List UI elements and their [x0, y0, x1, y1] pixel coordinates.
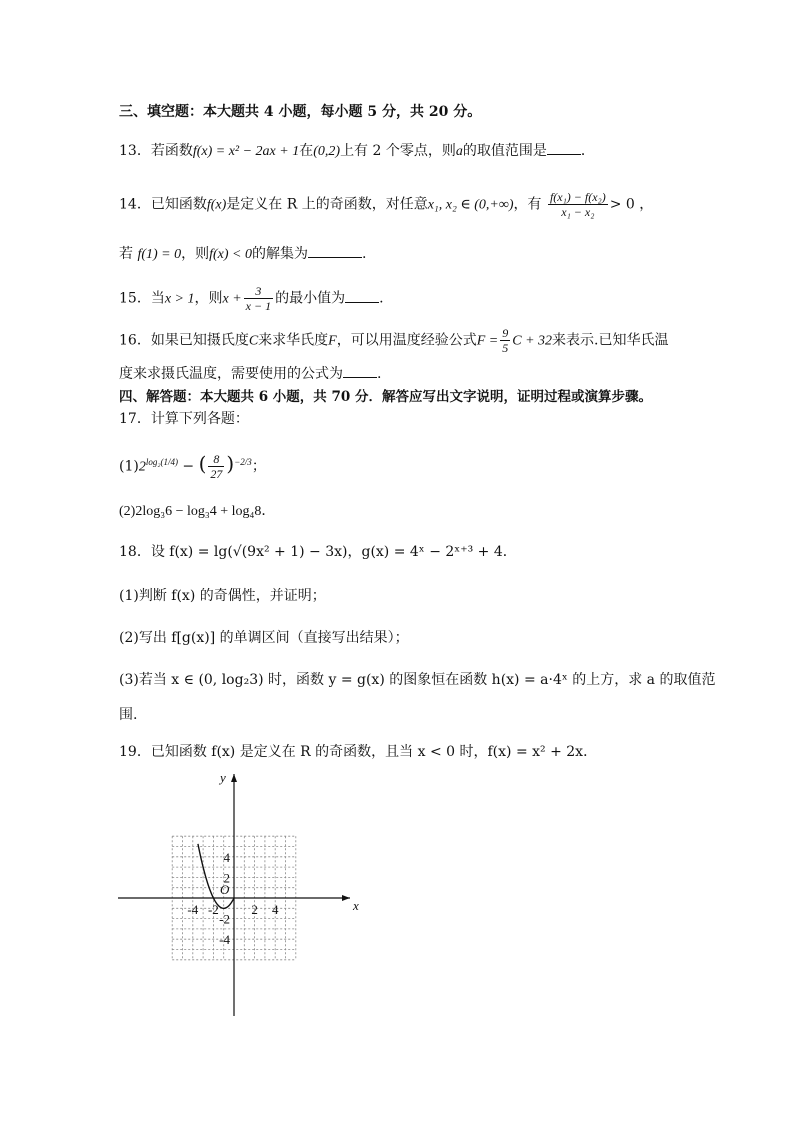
q16-frac-num: 9 — [502, 326, 509, 340]
question-15 — [119, 284, 384, 313]
q15-frac-den: x − 1 — [245, 299, 272, 313]
q15-text-2: ，则 — [194, 290, 223, 307]
x-tick-label: -2 — [207, 902, 219, 917]
question-17-title: 17．计算下列各题： — [119, 411, 249, 427]
q16-text-3: ，可以用温度经验公式 — [336, 332, 477, 349]
question-19-title: 19．已知函数 f(x) 是定义在 R 的奇函数，且当 x < 0 时，f(x) = x² + 2x． — [119, 744, 598, 760]
q15-answer-blank[interactable] — [345, 289, 379, 303]
x-tick-label: 2 — [251, 902, 258, 917]
q17-p1-base: 2 — [138, 459, 146, 475]
q14-text: 已知函数 — [150, 196, 207, 213]
x-tick-label: -4 — [187, 902, 199, 917]
y-tick-label: 2 — [223, 870, 230, 886]
q13-interval: (0,2) — [313, 144, 341, 159]
q16-text-2: 来求华氏度 — [258, 332, 329, 349]
q16-text-4: 来表示.已知华氏温 — [552, 332, 669, 349]
q14-answer-blank[interactable] — [308, 244, 362, 258]
q14-fx: f(x) — [206, 197, 227, 213]
question-18-title: 18．设 f(x) = lg(√(9x² + 1) − 3x)，g(x) = 4ˣ − 2ˣ⁺³ + 4． — [119, 544, 517, 560]
q14-f1: f(1) = 0 — [137, 247, 182, 262]
q13-param: a — [455, 144, 463, 159]
x-axis-label: x — [353, 898, 359, 913]
question-18-part2: (2)写出 f[g(x)] 的单调区间（直接写出结果）； — [119, 630, 409, 646]
q13-function: f(x) = x² − 2ax + 1 — [192, 144, 300, 159]
origin-label: O — [220, 882, 230, 897]
q17-p1-end: ； — [251, 458, 266, 475]
y-axis-label: y — [220, 770, 226, 785]
y-axis-arrow — [231, 774, 237, 782]
question-16 — [119, 326, 668, 355]
question-18-part3: (3)若当 x ∈ (0, log₂3) 时，函数 y = g(x) 的图象恒在函数 h(x) = a·4ˣ 的上方，求 a 的取值范 — [119, 672, 716, 688]
q15-expr: x + — [222, 291, 242, 307]
q14-text-4: > 0 ， — [609, 196, 654, 213]
q14-l2-text-3: 的解集为 — [252, 246, 308, 262]
q14-inequality: f(x) < 0 — [209, 247, 252, 262]
q15-end: . — [379, 290, 384, 307]
q13-text-4: 的取值范围是 — [462, 143, 547, 159]
q13-number: 13． — [119, 143, 151, 159]
q14-text-3: ，有 — [513, 196, 542, 213]
q16-fraction — [500, 326, 510, 355]
q16-C: C — [248, 333, 259, 349]
q17-p1-exponent-2: −2/3 — [234, 456, 252, 467]
q16-end: . — [377, 366, 382, 382]
question-14-line2 — [119, 244, 366, 264]
q14-end: . — [362, 246, 367, 262]
q14-condition: x₁, x₂ ∈ (0,+∞) — [427, 197, 514, 213]
graph-axes — [118, 770, 359, 1016]
question-18-part3-cont: 围. — [119, 707, 138, 723]
q16-frac-den: 5 — [502, 341, 509, 355]
q16-formula-rhs: C + 32 — [512, 333, 553, 349]
function-graph — [110, 766, 370, 1022]
q13-end: ． — [580, 143, 595, 159]
q14-fraction — [548, 190, 608, 219]
x-axis-arrow — [342, 895, 350, 901]
q15-text: 当 — [150, 290, 165, 307]
q13-text-2: 在 — [299, 143, 314, 159]
q14-number: 14． — [119, 196, 151, 213]
q14-text-2: 是定义在 R 上的奇函数，对任意 — [226, 196, 428, 213]
q15-fraction — [244, 284, 273, 313]
section3-header: 三、填空题：本大题共 4 小题，每小题 5 分，共 20 分。 — [119, 104, 482, 120]
q16-l2-text: 度来求摄氏温度，需要使用的公式为 — [119, 366, 343, 382]
x-tick-label: 4 — [271, 902, 279, 917]
section4-header: 四、解答题：本大题共 6 小题，共 70 分．解答应写出文字说明，证明过程或演算步骤。 — [119, 389, 652, 405]
q16-answer-blank[interactable] — [343, 364, 377, 378]
question-16-line2 — [119, 364, 381, 383]
q14-frac-den: x₁ − x₂ — [561, 205, 595, 219]
question-17-part1: $(1)2^{log_2(1/4)}$ − ( $\frac{8}{27}$ )$^{-2/3}$； — [119, 451, 266, 481]
q14-frac-num: f(x₁) − f(x₂) — [549, 190, 606, 204]
q17-p1-fraction — [208, 452, 224, 481]
q16-text: 如果已知摄氏度 — [150, 332, 249, 349]
q13-text-3: 上有 2 个零点，则 — [340, 143, 456, 159]
q15-condition: x > 1 — [164, 291, 195, 307]
question-13 — [119, 141, 595, 161]
q15-text-3: 的最小值为 — [275, 290, 346, 307]
q13-text: 若函数 — [150, 143, 193, 159]
q17-p1-exponent: log₂(1/4) — [145, 456, 178, 467]
q17-p1-label: (1) — [119, 458, 139, 475]
q17-p1-frac-num: 8 — [208, 452, 224, 467]
y-tick-label: -4 — [219, 932, 230, 948]
y-tick-label: -2 — [219, 911, 230, 927]
y-tick-label: 4 — [223, 849, 230, 865]
question-18-part1: (1)判断 f(x) 的奇偶性，并证明； — [119, 588, 326, 604]
q16-F: F — [328, 333, 337, 349]
q17-p1-frac-den: 27 — [210, 467, 223, 481]
q16-number: 16． — [119, 332, 151, 349]
q17-p1-minus: − — [182, 458, 195, 475]
q14-l2-text-2: ，则 — [181, 246, 210, 262]
question-17-part2: (2)2log₃6 − log₃4 + log₄8． — [119, 504, 276, 519]
q15-frac-num: 3 — [244, 284, 273, 299]
q16-formula-lhs: F = — [476, 333, 499, 349]
question-14 — [119, 190, 653, 219]
q13-answer-blank[interactable] — [547, 141, 581, 155]
q15-number: 15． — [119, 290, 151, 307]
q14-l2-text: 若 — [119, 246, 133, 262]
